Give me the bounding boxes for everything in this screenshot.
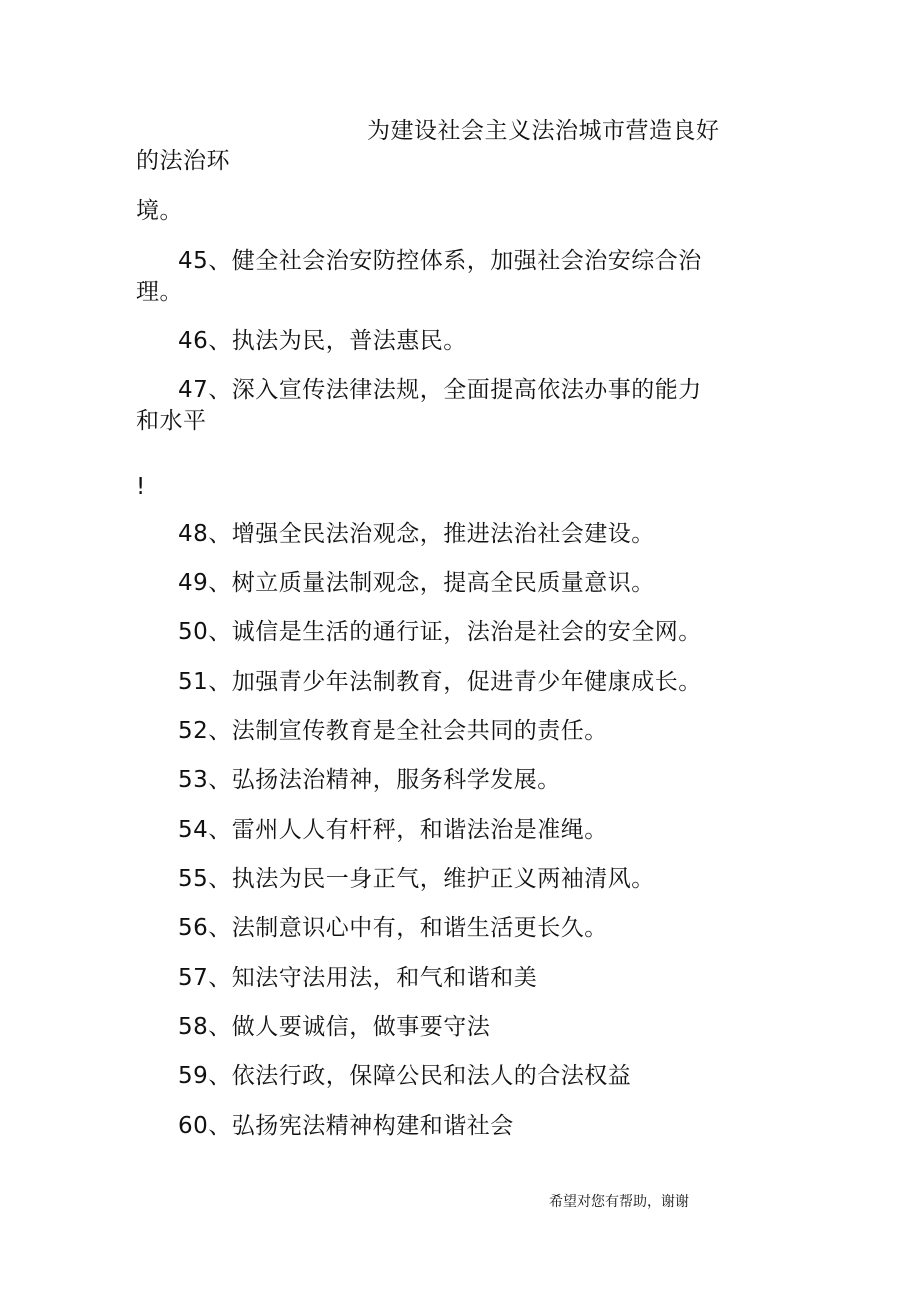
item-number: 46、 xyxy=(178,328,232,354)
item-text: 执法为民，普法惠民。 xyxy=(231,328,467,354)
list-item xyxy=(178,864,655,894)
list-item xyxy=(178,963,537,993)
intro-line-3: 境。 xyxy=(136,198,183,224)
list-item xyxy=(178,667,702,697)
item-text: 树立质量法制观念，提高全民质量意识。 xyxy=(231,570,655,596)
item-number: 47、 xyxy=(178,377,232,403)
item-continuation: ! xyxy=(136,474,146,500)
intro-line-2: 的法治环 xyxy=(136,148,230,174)
item-text: 做人要诚信，做事要守法 xyxy=(231,1014,491,1040)
item-number: 59、 xyxy=(178,1063,232,1089)
list-item xyxy=(178,1111,514,1141)
item-text: 加强青少年法制教育，促进青少年健康成长。 xyxy=(231,669,702,695)
item-number: 57、 xyxy=(178,965,232,991)
list-item xyxy=(178,765,561,795)
item-continuation: 理。 xyxy=(136,279,183,305)
item-text: 依法行政，保障公民和法人的合法权益 xyxy=(231,1063,632,1089)
item-text: 健全社会治安防控体系，加强社会治安综合治 xyxy=(231,248,702,274)
item-continuation: 和水平 xyxy=(136,408,207,434)
item-number: 55、 xyxy=(178,866,232,892)
item-number: 51、 xyxy=(178,669,232,695)
item-number: 58、 xyxy=(178,1014,232,1040)
item-number: 49、 xyxy=(178,570,232,596)
item-text: 弘扬宪法精神构建和谐社会 xyxy=(231,1113,514,1139)
item-number: 52、 xyxy=(178,718,232,744)
item-text: 增强全民法治观念，推进法治社会建设。 xyxy=(231,521,655,547)
list-item xyxy=(178,815,608,845)
item-number: 56、 xyxy=(178,915,232,941)
list-item xyxy=(178,568,655,598)
item-number: 60、 xyxy=(178,1113,232,1139)
list-item xyxy=(178,913,608,943)
list-item xyxy=(178,716,608,746)
footer-note: 希望对您有帮助，谢谢 xyxy=(549,1194,689,1210)
item-text: 执法为民一身正气，维护正义两袖清风。 xyxy=(231,866,655,892)
item-text: 雷州人人有杆秤，和谐法治是准绳。 xyxy=(231,817,608,843)
item-text: 法制意识心中有，和谐生活更长久。 xyxy=(231,915,608,941)
item-text: 深入宣传法律法规，全面提高依法办事的能力 xyxy=(231,377,702,403)
item-text: 法制宣传教育是全社会共同的责任。 xyxy=(231,718,608,744)
list-item xyxy=(178,519,655,549)
item-text: 弘扬法治精神，服务科学发展。 xyxy=(231,767,561,793)
intro-line-1: 为建设社会主义法治城市营造良好 xyxy=(367,118,720,144)
item-number: 53、 xyxy=(178,767,232,793)
list-item xyxy=(178,246,702,276)
item-number: 48、 xyxy=(178,521,232,547)
list-item xyxy=(178,375,702,405)
list-item xyxy=(178,1012,490,1042)
item-number: 54、 xyxy=(178,817,232,843)
list-item xyxy=(178,326,467,356)
item-number: 50、 xyxy=(178,619,232,645)
item-number: 45、 xyxy=(178,248,232,274)
list-item xyxy=(178,617,702,647)
item-text: 知法守法用法，和气和谐和美 xyxy=(231,965,538,991)
list-item xyxy=(178,1061,631,1091)
item-text: 诚信是生活的通行证，法治是社会的安全网。 xyxy=(231,619,702,645)
